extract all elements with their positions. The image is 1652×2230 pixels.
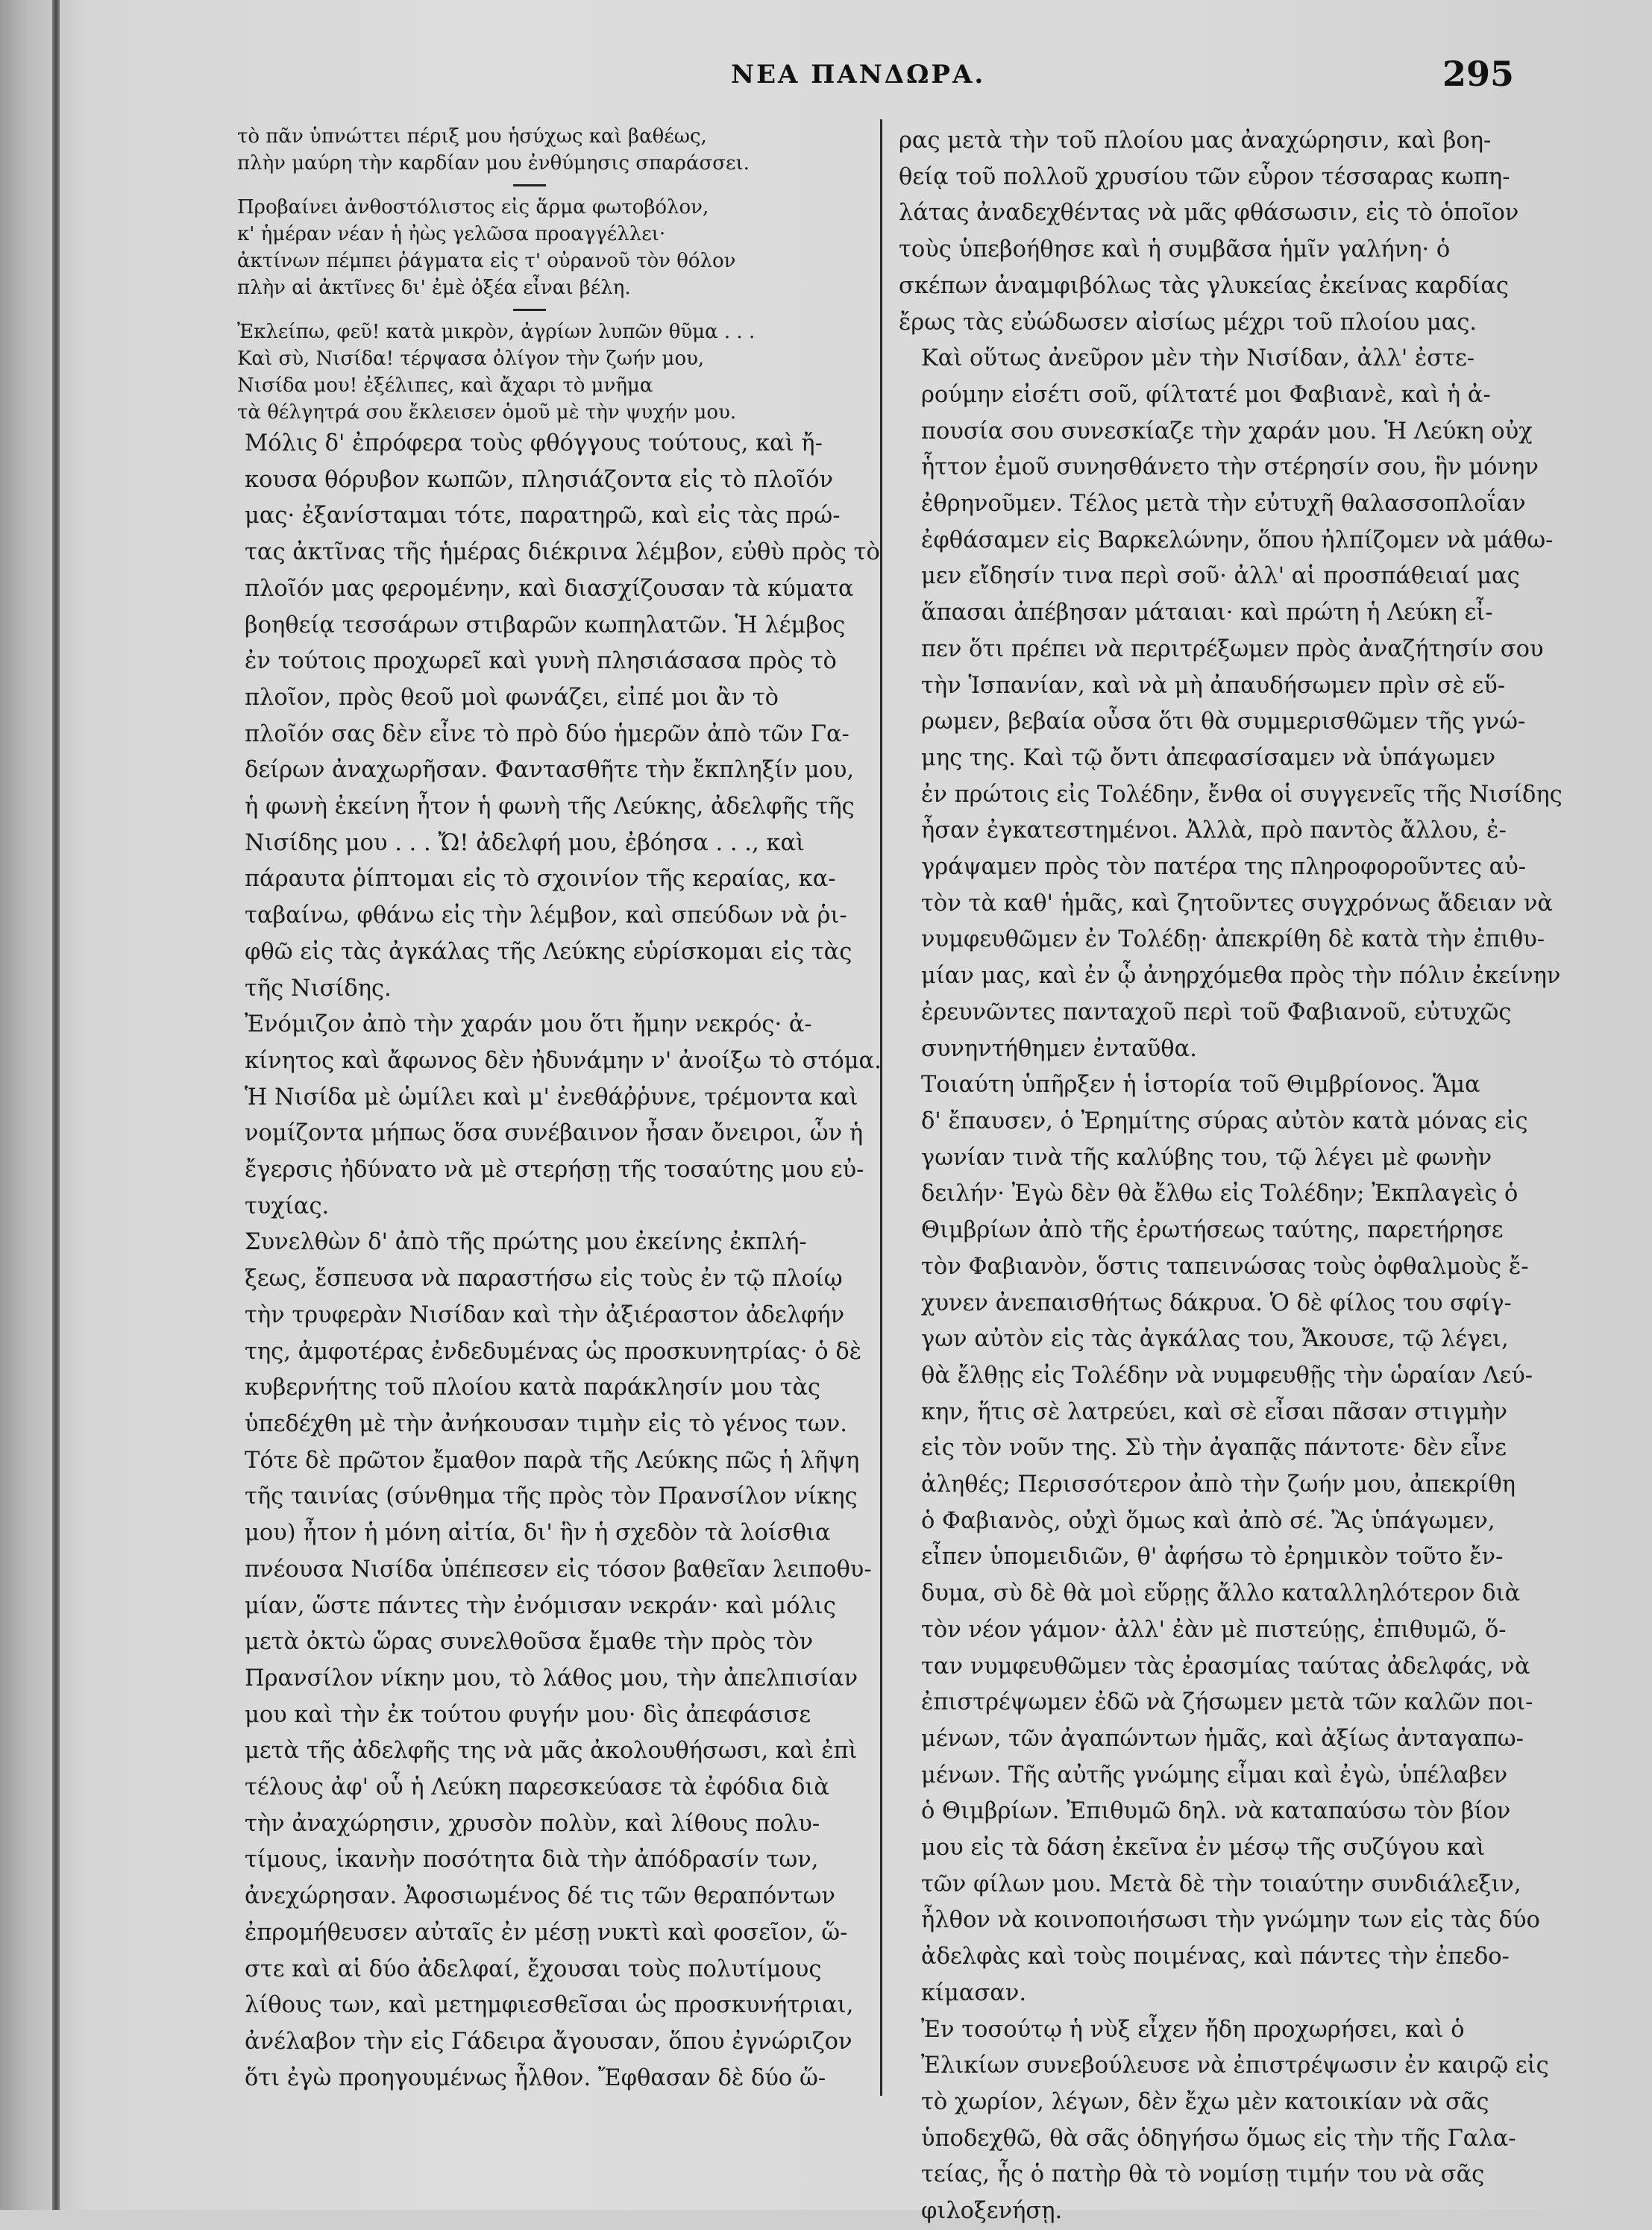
text-line: ἀνεχώρησαν. Ἀφοσιωμένος δέ τις τῶν θεραπόντων <box>245 1883 835 1910</box>
text-line: φιλοξενήσῃ. <box>921 2198 1063 2225</box>
text-line: Καὶ οὕτως ἀνεῦρον μὲν τὴν Νισίδαν, ἀλλ' ἐστε- <box>921 345 1475 372</box>
text-line: τὸν Φαβιανὸν, ὅστις ταπεινώσας τοὺς ὀφθαλμοὺς ἔ- <box>921 1253 1529 1280</box>
text-line: ρούμην εἰσέτι σοῦ, φίλτατέ μοι Φαβιανὲ, καὶ ἡ ἀ- <box>921 381 1491 408</box>
text-line: στε καὶ αἱ δύο ἀδελφαί, ἔχουσαι τοὺς πολυτίμους <box>245 1956 822 1982</box>
verse-line: κ' ἡμέραν νέαν ἡ ἠὼς γελῶσα προαγγέλλει· <box>237 223 666 245</box>
text-line: τοὺς ὑπεβοήθησε καὶ ἡ συμβᾶσα ἡμῖν γαλήνη· ὁ <box>899 236 1451 263</box>
text-line: τείας, ἧς ὁ πατὴρ θὰ τὸ νομίσῃ τιμήν του νὰ σᾶς <box>921 2161 1485 2188</box>
text-line: γων αὐτὸν εἰς τὰς ἀγκάλας του, Ἄκουσε, τῷ λέγει, <box>921 1326 1509 1353</box>
book-spine <box>52 0 60 2210</box>
text-line: ἐπιστρέψωμεν ἐδῶ νὰ ζήσωμεν μετὰ τῶν καλῶν ποι- <box>921 1689 1533 1716</box>
text-line: ἐρευνῶντες πανταχοῦ περὶ τοῦ Φαβιανοῦ, εὐτυχῶς <box>921 999 1512 1026</box>
text-line: πνέουσα Νισίδα ὑπέπεσεν εἰς τόσον βαθεῖαν λειποθυ- <box>245 1556 872 1583</box>
text-line: ἧττον ἐμοῦ συνησθάνετο τὴν στέρησίν σου, ἣν μόνην <box>921 454 1539 481</box>
text-line: σκέπων ἀναμφιβόλως τὰς γλυκείας ἐκείνας καρδίας <box>899 272 1509 299</box>
paragraph <box>222 1225 872 2096</box>
verse-line: τὰ θέλγητρά σου ἔκλεισεν ὁμοῦ μὲ τὴν ψυχήν μου. <box>237 401 737 424</box>
text-line: πουσία σου συνεσκίαζε τὴν χαράν μου. Ἡ Λεύκη οὐχ <box>921 418 1533 445</box>
text-line: τῆς ταινίας (σύνθημα τῆς πρὸς τὸν Πρανσίλον νίκης <box>245 1483 858 1510</box>
text-line: Τοιαύτη ὑπῆρξεν ἡ ἱστορία τοῦ Θιμβρίονος. Ἅμα <box>921 1072 1480 1099</box>
text-line: μεν εἴδησίν τινα περὶ σοῦ· ἀλλ' αἱ προσπάθειαί μας <box>921 563 1520 590</box>
text-line: μετὰ τῆς ἀδελφῆς της νὰ μᾶς ἀκολουθήσωσι, καὶ ἐπὶ <box>245 1738 858 1765</box>
verse-stanza <box>222 123 867 177</box>
verse-stanza <box>222 318 867 426</box>
paragraph <box>899 1067 1540 2011</box>
text-line: ὑπεδέχθη μὲ τὴν ἀνήκουσαν τιμὴν εἰς τὸ γένος των. <box>245 1410 847 1437</box>
text-line: δυμα, σὺ δὲ θὰ μοὶ εὕρῃς ἄλλο καταλληλότερον διὰ <box>921 1580 1521 1607</box>
text-line: ἅπασαι ἀπέβησαν μάταιαι· καὶ πρώτη ἡ Λεύκη εἶ- <box>921 600 1493 626</box>
text-line: ἐπρομήθευσεν αὐταῖς ἐν μέσῃ νυκτὶ καὶ φοσεῖον, ὥ- <box>245 1919 848 1946</box>
text-line: τὸ χωρίον, λέγων, δὲν ἔχω μὲν κατοικίαν νὰ σᾶς <box>921 2088 1489 2115</box>
text-line: Συνελθὼν δ' ἀπὸ τῆς πρώτης μου ἐκείνης ἐκπλή- <box>245 1229 807 1256</box>
text-line: γωνίαν τινὰ τῆς καλύβης του, τῷ λέγει μὲ φωνὴν <box>921 1144 1492 1171</box>
text-line: τὴν τρυφερὰν Νισίδαν καὶ τὴν ἀξιέραστον ἀδελφήν <box>245 1301 845 1328</box>
text-line: μίαν μας, καὶ ἐν ᾧ ἀνηρχόμεθα πρὸς τὴν πόλιν ἐκείνην <box>921 963 1561 990</box>
text-line: κίμασαν. <box>921 1979 1027 2006</box>
verse-line: Προβαίνει ἀνθοστόλιστος εἰς ἅρμα φωτοβόλον, <box>237 196 709 219</box>
text-line: τὴν ἀναχώρησιν, χρυσὸν πολὺν, καὶ λίθους πολυ- <box>245 1810 820 1837</box>
text-line: ρωμεν, βεβαία οὖσα ὅτι θὰ συμμερισθῶμεν τῆς γνώ- <box>921 709 1526 735</box>
text-line: μης της. Καὶ τῷ ὄντι ἀπεφασίσαμεν νὰ ὑπάγωμεν <box>921 744 1496 771</box>
text-line: ὑποδεχθῶ, θὰ σᾶς ὁδηγήσω ὅμως εἰς τὴν τῆς Γαλα- <box>921 2125 1516 2152</box>
text-line: κην, ἥτις σὲ λατρεύει, καὶ σὲ εἶσαι πᾶσαν στιγμὴν <box>921 1398 1508 1425</box>
verse-line: τὸ πᾶν ὑπνώττει πέριξ μου ἡσύχως καὶ βαθέως, <box>237 125 707 148</box>
text-line: Πρανσίλον νίκην μου, τὸ λάθος μου, τὴν ἀπελπισίαν <box>245 1665 858 1692</box>
page-number: 295 <box>1442 54 1514 94</box>
text-line: θὰ ἔλθῃς εἰς Τολέδην νὰ νυμφευθῇς τὴν ὡραίαν Λεύ- <box>921 1362 1533 1389</box>
paragraph <box>899 341 1563 1067</box>
text-line: ἐν πρώτοις εἰς Τολέδην, ἔνθα οἱ συγγενεῖς τῆς Νισίδης <box>921 781 1563 808</box>
text-line: ἐν τούτοις προχωρεῖ καὶ γυνὴ πλησιάσασα πρὸς τὸ <box>245 648 837 675</box>
text-line: μου καὶ τὴν ἐκ τούτου φυγήν μου· δὶς ἀπεφάσισε <box>245 1701 811 1728</box>
text-line: βοηθείᾳ τεσσάρων στιβαρῶν κωπηλατῶν. Ἡ λέμβος <box>245 612 846 638</box>
text-line: τίμους, ἱκανὴν ποσότητα διὰ τὴν ἀπόδρασίν των, <box>245 1847 819 1873</box>
text-line: ὁ Φαβιανὸς, οὐχὶ ὅμως καὶ ἀπὸ σέ. Ἂς ὑπάγωμεν, <box>921 1507 1495 1534</box>
text-line: ἐθρηνοῦμεν. Τέλος μετὰ τὴν εὐτυχῆ θαλασσοπλοΐαν <box>921 491 1526 518</box>
paragraph <box>899 123 1540 341</box>
text-line: ταν νυμφευθῶμεν τὰς ἐρασμίας ταύτας ἀδελφάς, νὰ <box>921 1653 1530 1680</box>
text-line: λίθους των, καὶ μετημφιεσθεῖσαι ὡς προσκυνήτριαι, <box>245 1992 854 2019</box>
text-line: εἶπεν ὑπομειδιῶν, θ' ἀφήσω τὸ ἐρημικὸν τοῦτο ἔν- <box>921 1544 1504 1571</box>
text-line: Τότε δὲ πρῶτον ἔμαθον παρὰ τῆς Λεύκης πῶς ἡ λῆψη <box>245 1447 860 1474</box>
text-line: ἦλθον νὰ κοινοποιήσωσι τὴν γνώμην των εἰς τὰς δύο <box>921 1907 1540 1934</box>
text-line: Ἐλικίων συνεβούλευσε νὰ ἐπιστρέψωσιν ἐν καιρῷ εἰς <box>921 2052 1549 2079</box>
text-line: λάτας ἀναδεχθέντας νὰ μᾶς φθάσωσιν, εἰς τὸ ὁποῖον <box>899 200 1519 227</box>
paragraph <box>222 426 880 1007</box>
text-line: μίαν, ὥστε πάντες τὴν ἐνόμισαν νεκράν· καὶ μόλις <box>245 1592 836 1619</box>
text-line: μου) ἦτον ἡ μόνη αἰτία, δι' ἣν ἡ σχεδὸν τὰ λοίσθια <box>245 1520 831 1547</box>
text-line: τῆς Νισίδης. <box>245 975 392 1002</box>
text-line: ἔρως τὰς εὐώδωσεν αἰσίως μέχρι τοῦ πλοίου μας. <box>899 309 1477 336</box>
text-line: δειλήν· Ἐγὼ δὲν θὰ ἔλθω εἰς Τολέδην; Ἐκπλαγεὶς ὁ <box>921 1181 1518 1207</box>
text-line: Ἐνόμιζον ἀπὸ τὴν χαράν μου ὅτι ἤμην νεκρός· ἀ- <box>245 1011 812 1038</box>
text-line: Νισίδης μου . . . Ὤ! ἀδελφή μου, ἐβόησα . . ., καὶ <box>245 829 805 856</box>
text-line: μετὰ ὀκτὼ ὥρας συνελθοῦσα ἔμαθε τὴν πρὸς τὸν <box>245 1629 814 1656</box>
column-divider <box>880 119 882 2096</box>
paragraph <box>222 1007 882 1225</box>
text-line: τὸν τὰ καθ' ἡμᾶς, καὶ ζητοῦντες συγχρόνως ἄδειαν νὰ <box>921 890 1554 917</box>
text-line: κίνητος καὶ ἄφωνος δὲν ἠδυνάμην ν' ἀνοίξω τὸ στόμα. <box>245 1047 882 1074</box>
text-line: Μόλις δ' ἐπρόφερα τοὺς φθόγγους τούτους, καὶ ἤ- <box>245 430 823 456</box>
text-line: τέλους ἀφ' οὗ ἡ Λεύκη παρεσκεύασε τὰ ἐφόδια διὰ <box>245 1774 829 1801</box>
text-line: πλοῖον, πρὸς θεοῦ μοὶ φωνάζει, εἰπέ μοι ἂν τὸ <box>245 684 779 711</box>
page-header <box>224 54 1514 104</box>
text-line: συνηντήθημεν ἐνταῦθα. <box>921 1035 1197 1062</box>
text-line: ἐφθάσαμεν εἰς Βαρκελώνην, ὅπου ἠλπίζομεν νὰ μάθω- <box>921 527 1554 553</box>
stanza-separator <box>513 184 546 186</box>
text-line: τας ἀκτῖνας τῆς ἡμέρας διέκρινα λέμβον, εὐθὺ πρὸς τὸ <box>245 539 880 566</box>
verse-line: Νισίδα μου! ἐξέλιπες, καὶ ἄχαρι τὸ μνῆμα <box>237 374 653 397</box>
text-line: ἦσαν ἐγκατεστημένοι. Ἀλλὰ, πρὸ παντὸς ἄλλου, ἐ- <box>921 817 1507 844</box>
verse-line: Ἐκλείπω, φεῦ! κατὰ μικρὸν, ἀγρίων λυπῶν θῦμα . . . <box>237 321 756 343</box>
paragraph <box>899 2012 1549 2230</box>
text-line: γράψαμεν πρὸς τὸν πατέρα της πληροφοροῦντες αὐ- <box>921 854 1527 881</box>
text-line: εἰς τὸν νοῦν της. Σὺ τὴν ἀγαπᾷς πάντοτε· δὲν εἶνε <box>921 1435 1507 1462</box>
text-line: νυμφευθῶμεν ἐν Τολέδῃ· ἀπεκρίθη δὲ κατὰ τὴν ἐπιθυ- <box>921 926 1545 953</box>
right-column <box>899 123 1563 2230</box>
text-line: μένων, τῶν ἀγαπώντων ἡμᾶς, καὶ ἀξίως ἀνταγαπω- <box>921 1725 1524 1752</box>
text-line: δ' ἔπαυσεν, ὁ Ἐρημίτης σύρας αὐτὸν κατὰ μόνας εἰς <box>921 1108 1528 1134</box>
text-line: ἀληθές; Περισσότερον ἀπὸ τὴν ζωήν μου, ἀπεκρίθη <box>921 1472 1516 1498</box>
text-line: κυβερνήτης τοῦ πλοίου κατὰ παράκλησίν μου τὰς <box>245 1375 821 1401</box>
text-line: ὁ Θιμβρίων. Ἐπιθυμῶ δηλ. νὰ καταπαύσω τὸν βίον <box>921 1798 1511 1825</box>
verse-stanza <box>222 194 867 301</box>
verse-line: ἀκτίνων πέμπει ῥάγματα εἰς τ' οὐρανοῦ τὸν θόλον <box>237 250 736 272</box>
text-line: τὴν Ἱσπανίαν, καὶ νὰ μὴ ἀπαυδήσωμεν πρὶν σὲ εὕ- <box>921 672 1506 699</box>
text-line: πάραυτα ῥίπτομαι εἰς τὸ σχοινίον τῆς κεραίας, κα- <box>245 866 836 893</box>
text-line: δείρων ἀναχωρῆσαν. Φαντασθῆτε τὴν ἔκπληξίν μου, <box>245 757 855 784</box>
text-line: Ἐν τοσούτῳ ἡ νὺξ εἶχεν ἤδη προχωρήσει, καὶ ὁ <box>921 2016 1465 2043</box>
text-line: χυνεν ἀνεπαισθήτως δάκρυα. Ὁ δὲ φίλος του σφίγ- <box>921 1290 1512 1316</box>
verse-line: Καὶ σὺ, Νισίδα! τέρψασα ὀλίγον τὴν ζωήν μου, <box>237 348 705 370</box>
text-line: πλοῖόν μας φερομένην, καὶ διασχίζουσαν τὰ κύματα <box>245 575 854 602</box>
verse-line: πλὴν μαύρη τὴν καρδίαν μου ἐνθύμησις σπαράσσει. <box>237 152 750 175</box>
text-line: της, ἀμφοτέρας ἐνδεδυμένας ὡς προσκυνητρίας· ὁ δὲ <box>245 1338 862 1365</box>
text-line: ἀδελφὰς καὶ τοὺς ποιμένας, καὶ πάντες τὴν ἐπεδο- <box>921 1944 1510 1970</box>
text-line: κουσα θόρυβον κωπῶν, πλησιάζοντα εἰς τὸ πλοῖόν <box>245 466 833 493</box>
text-line: τὸν νέον γάμον· ἀλλ' ἐὰν μὲ πιστεύῃς, ἐπιθυμῶ, ὅ- <box>921 1616 1507 1643</box>
text-line: ξεως, ἔσπευσα νὰ παραστήσω εἰς τοὺς ἐν τῷ πλοίῳ <box>245 1266 843 1293</box>
text-line: μας· ἐξανίσταμαι τότε, παρατηρῶ, καὶ εἰς τὰς πρώ- <box>245 503 841 530</box>
text-line: θείᾳ τοῦ πολλοῦ χρυσίου τῶν εὗρον τέσσαρας κωπη- <box>899 163 1510 190</box>
text-line: τυχίας. <box>245 1193 330 1219</box>
text-line: ἡ φωνὴ ἐκείνη ἦτον ἡ φωνὴ τῆς Λεύκης, ἀδελφῆς τῆς <box>245 794 855 820</box>
stanza-separator <box>513 309 546 311</box>
text-line: νομίζοντα μήπως ὅσα συνέβαινον ἦσαν ὄνειροι, ὧν ἡ <box>245 1120 864 1147</box>
text-line: πεν ὅτι πρέπει νὰ περιτρέξωμεν πρὸς ἀναζήτησίν σου <box>921 635 1544 662</box>
text-line: ταβαίνω, φθάνω εἰς τὴν λέμβον, καὶ σπεύδων νὰ ῥι- <box>245 902 847 929</box>
running-title: ΝΕΑ ΠΑΝΔΩΡΑ. <box>731 60 986 89</box>
text-line: Ἡ Νισίδα μὲ ὡμίλει καὶ μ' ἐνεθάῤῥυνε, τρέμοντα καὶ <box>245 1084 858 1111</box>
text-line: τῶν φίλων μου. Μετὰ δὲ τὴν τοιαύτην συνδιάλεξιν, <box>921 1871 1521 1897</box>
text-line: ἔγερσις ἠδύνατο νὰ μὲ στερήσῃ τῆς τοσαύτης μου εὐ- <box>245 1157 864 1184</box>
text-line: μου εἰς τὰ δάση ἐκεῖνα ἐν μέσῳ τῆς συζύγου καὶ <box>921 1835 1486 1862</box>
left-column <box>222 123 882 2096</box>
text-line: ὅτι ἐγὼ προηγουμένως ἦλθον. Ἔφθασαν δὲ δύο ὥ- <box>245 2064 826 2091</box>
verse-line: πλὴν αἱ ἀκτῖνες δι' ἐμὲ ὀξέα εἶναι βέλη. <box>237 277 631 299</box>
text-line: μένων. Τῆς αὐτῆς γνώμης εἶμαι καὶ ἐγὼ, ὑπέλαβεν <box>921 1762 1508 1788</box>
text-line: πλοῖόν σας δὲν εἶνε τὸ πρὸ δύο ἡμερῶν ἀπὸ τῶν Γα- <box>245 720 849 747</box>
text-line: ἀνέλαβον τὴν εἰς Γάδειρα ἄγουσαν, ὅπου ἐγνώριζον <box>245 2028 852 2055</box>
text-line: φθῶ εἰς τὰς ἀγκάλας τῆς Λεύκης εὑρίσκομαι εἰς τὰς <box>245 938 852 965</box>
text-line: ρας μετὰ τὴν τοῦ πλοίου μας ἀναχώρησιν, καὶ βοη- <box>899 128 1492 154</box>
text-line: Θιμβρίων ἀπὸ τῆς ἐρωτήσεως ταύτης, παρετήρησε <box>921 1217 1504 1244</box>
